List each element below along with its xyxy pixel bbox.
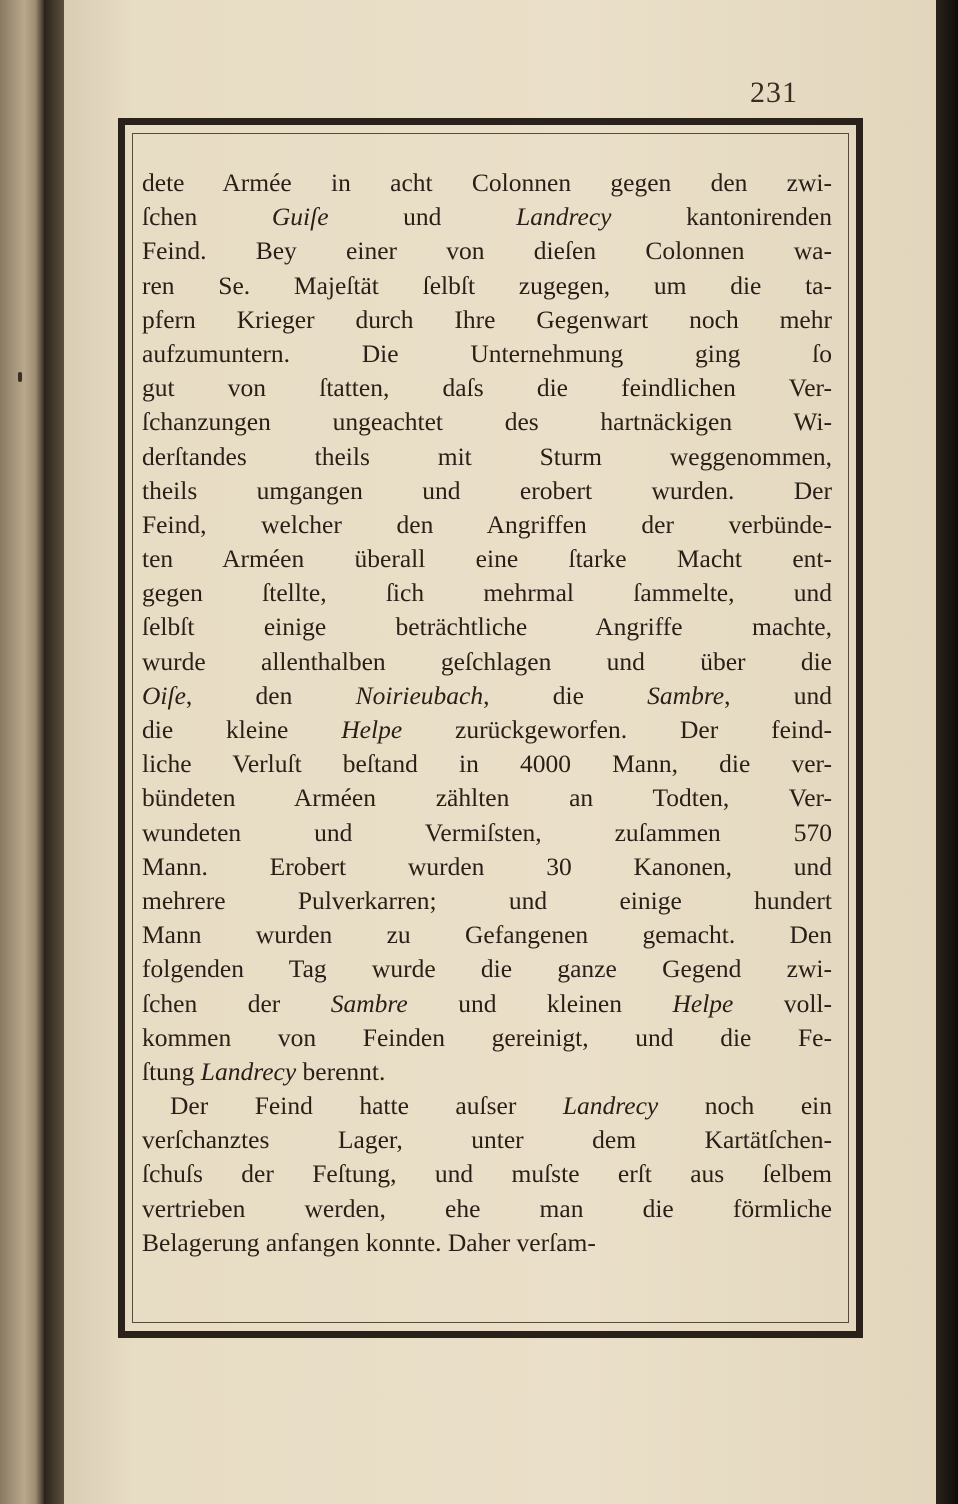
text-run: ſchen der: [142, 988, 331, 1018]
text-line: [142, 816, 832, 850]
text-line: [142, 747, 832, 781]
facing-page-edge: [0, 0, 44, 1504]
text-run: aufzumuntern. Die Unternehmung ging ſo: [142, 338, 832, 368]
text-run: theils umgangen und erobert wurden. Der: [142, 475, 832, 505]
text-run: Der Feind hatte auſser: [170, 1091, 563, 1121]
text-run: vertrieben werden, ehe man die förmliche: [142, 1193, 832, 1223]
text-line: [142, 610, 832, 644]
italic-place-name: Landrecy: [200, 1056, 297, 1086]
text-run: pfern Krieger durch Ihre Gegenwart noch mehr: [142, 304, 832, 334]
text-line: [142, 1021, 832, 1055]
text-run: wundeten und Vermiſsten, zuſammen 570: [142, 817, 832, 847]
text-run: noch ein: [658, 1091, 832, 1121]
text-line: [142, 337, 832, 371]
text-run: dete Armée in acht Colonnen gegen den zwi-: [142, 168, 832, 197]
text-run: mehrere Pulverkarren; und einige hundert: [142, 885, 832, 915]
italic-place-name: Oiſe: [142, 680, 186, 710]
text-line: [142, 166, 832, 200]
margin-mark: [18, 372, 22, 382]
text-run: kommen von Feinden gereinigt, und die Fe-: [142, 1022, 832, 1052]
text-run: Belagerung anfangen konnte. Daher verſam-: [142, 1227, 596, 1257]
italic-place-name: Landrecy: [516, 202, 612, 232]
text-line: [142, 234, 832, 268]
text-line: [142, 1089, 832, 1123]
text-run: , die: [483, 680, 648, 710]
book-gutter: [44, 0, 64, 1504]
text-run: zurückgeworfen. Der feind-: [402, 715, 832, 744]
text-run: ſchen: [142, 202, 272, 232]
text-line: [142, 1123, 832, 1157]
text-line: [142, 645, 832, 679]
text-run: ren Se. Majeſtät ſelbſt zugegen, um die ta-: [142, 270, 832, 300]
text-run: Mann wurden zu Gefangenen gemacht. Den: [142, 920, 832, 950]
text-run: wurde allenthalben geſchlagen und über die: [142, 646, 832, 676]
text-run: und: [328, 202, 517, 232]
text-line: [142, 474, 832, 508]
text-run: verſchanztes Lager, unter dem Kartätſchen-: [142, 1125, 832, 1155]
text-line: [142, 576, 832, 610]
text-line: [142, 1192, 832, 1226]
italic-place-name: Sambre: [647, 680, 725, 710]
text-run: berennt.: [296, 1056, 386, 1086]
text-line: [142, 679, 832, 713]
text-line: [142, 781, 832, 815]
text-line: [142, 713, 832, 747]
text-run: ſelbſt einige beträchtliche Angriffe machte,: [142, 612, 832, 642]
right-edge: [936, 0, 958, 1504]
body-text: [142, 166, 832, 1260]
text-run: Feind. Bey einer von dieſen Colonnen wa-: [142, 236, 832, 266]
text-run: folgenden Tag wurde die ganze Gegend zwi-: [142, 954, 832, 984]
text-line: [142, 918, 832, 952]
text-line: [142, 405, 832, 439]
text-run: kantonirenden: [611, 202, 832, 232]
text-run: Feind, welcher den Angriffen der verbünde-: [142, 509, 832, 539]
text-run: ſtung: [142, 1056, 201, 1086]
text-run: bündeten Arméen zählten an Todten, Ver-: [142, 783, 832, 813]
italic-place-name: Sambre: [330, 988, 408, 1018]
text-run: liche Verluſt beſtand in 4000 Mann, die ver-: [142, 749, 832, 779]
text-run: , und: [724, 680, 832, 710]
text-line: [142, 542, 832, 576]
text-line: [142, 952, 832, 986]
text-line: [142, 303, 832, 337]
text-line: [142, 200, 832, 234]
italic-place-name: Helpe: [341, 715, 403, 744]
text-line: [142, 508, 832, 542]
italic-place-name: Landrecy: [562, 1091, 659, 1121]
text-run: Mann. Erobert wurden 30 Kanonen, und: [142, 851, 832, 881]
text-line: [142, 440, 832, 474]
page-number: 231: [750, 76, 798, 109]
italic-place-name: Noirieubach: [355, 680, 484, 710]
text-run: ſchuſs der Feſtung, und muſste erſt aus ſelbem: [142, 1159, 832, 1189]
text-line: [142, 371, 832, 405]
text-run: ten Arméen überall eine ſtarke Macht ent-: [142, 544, 832, 574]
text-run: die kleine: [142, 715, 342, 744]
text-line: [142, 884, 832, 918]
text-line: [142, 269, 832, 303]
text-line: [142, 1226, 832, 1260]
text-line: [142, 1157, 832, 1191]
text-run: derſtandes theils mit Sturm weggenommen,: [142, 441, 832, 471]
text-line: [142, 850, 832, 884]
text-run: und kleinen: [407, 988, 673, 1018]
text-run: voll-: [733, 988, 832, 1018]
italic-place-name: Guiſe: [271, 202, 329, 232]
text-run: gut von ſtatten, daſs die feindlichen Ver-: [142, 373, 832, 403]
text-run: , den: [185, 680, 356, 710]
text-line: [142, 1055, 832, 1089]
text-line: [142, 987, 832, 1021]
text-run: ſchanzungen ungeachtet des hartnäckigen Wi-: [142, 407, 832, 437]
text-run: gegen ſtellte, ſich mehrmal ſammelte, und: [142, 578, 832, 608]
italic-place-name: Helpe: [672, 988, 734, 1018]
